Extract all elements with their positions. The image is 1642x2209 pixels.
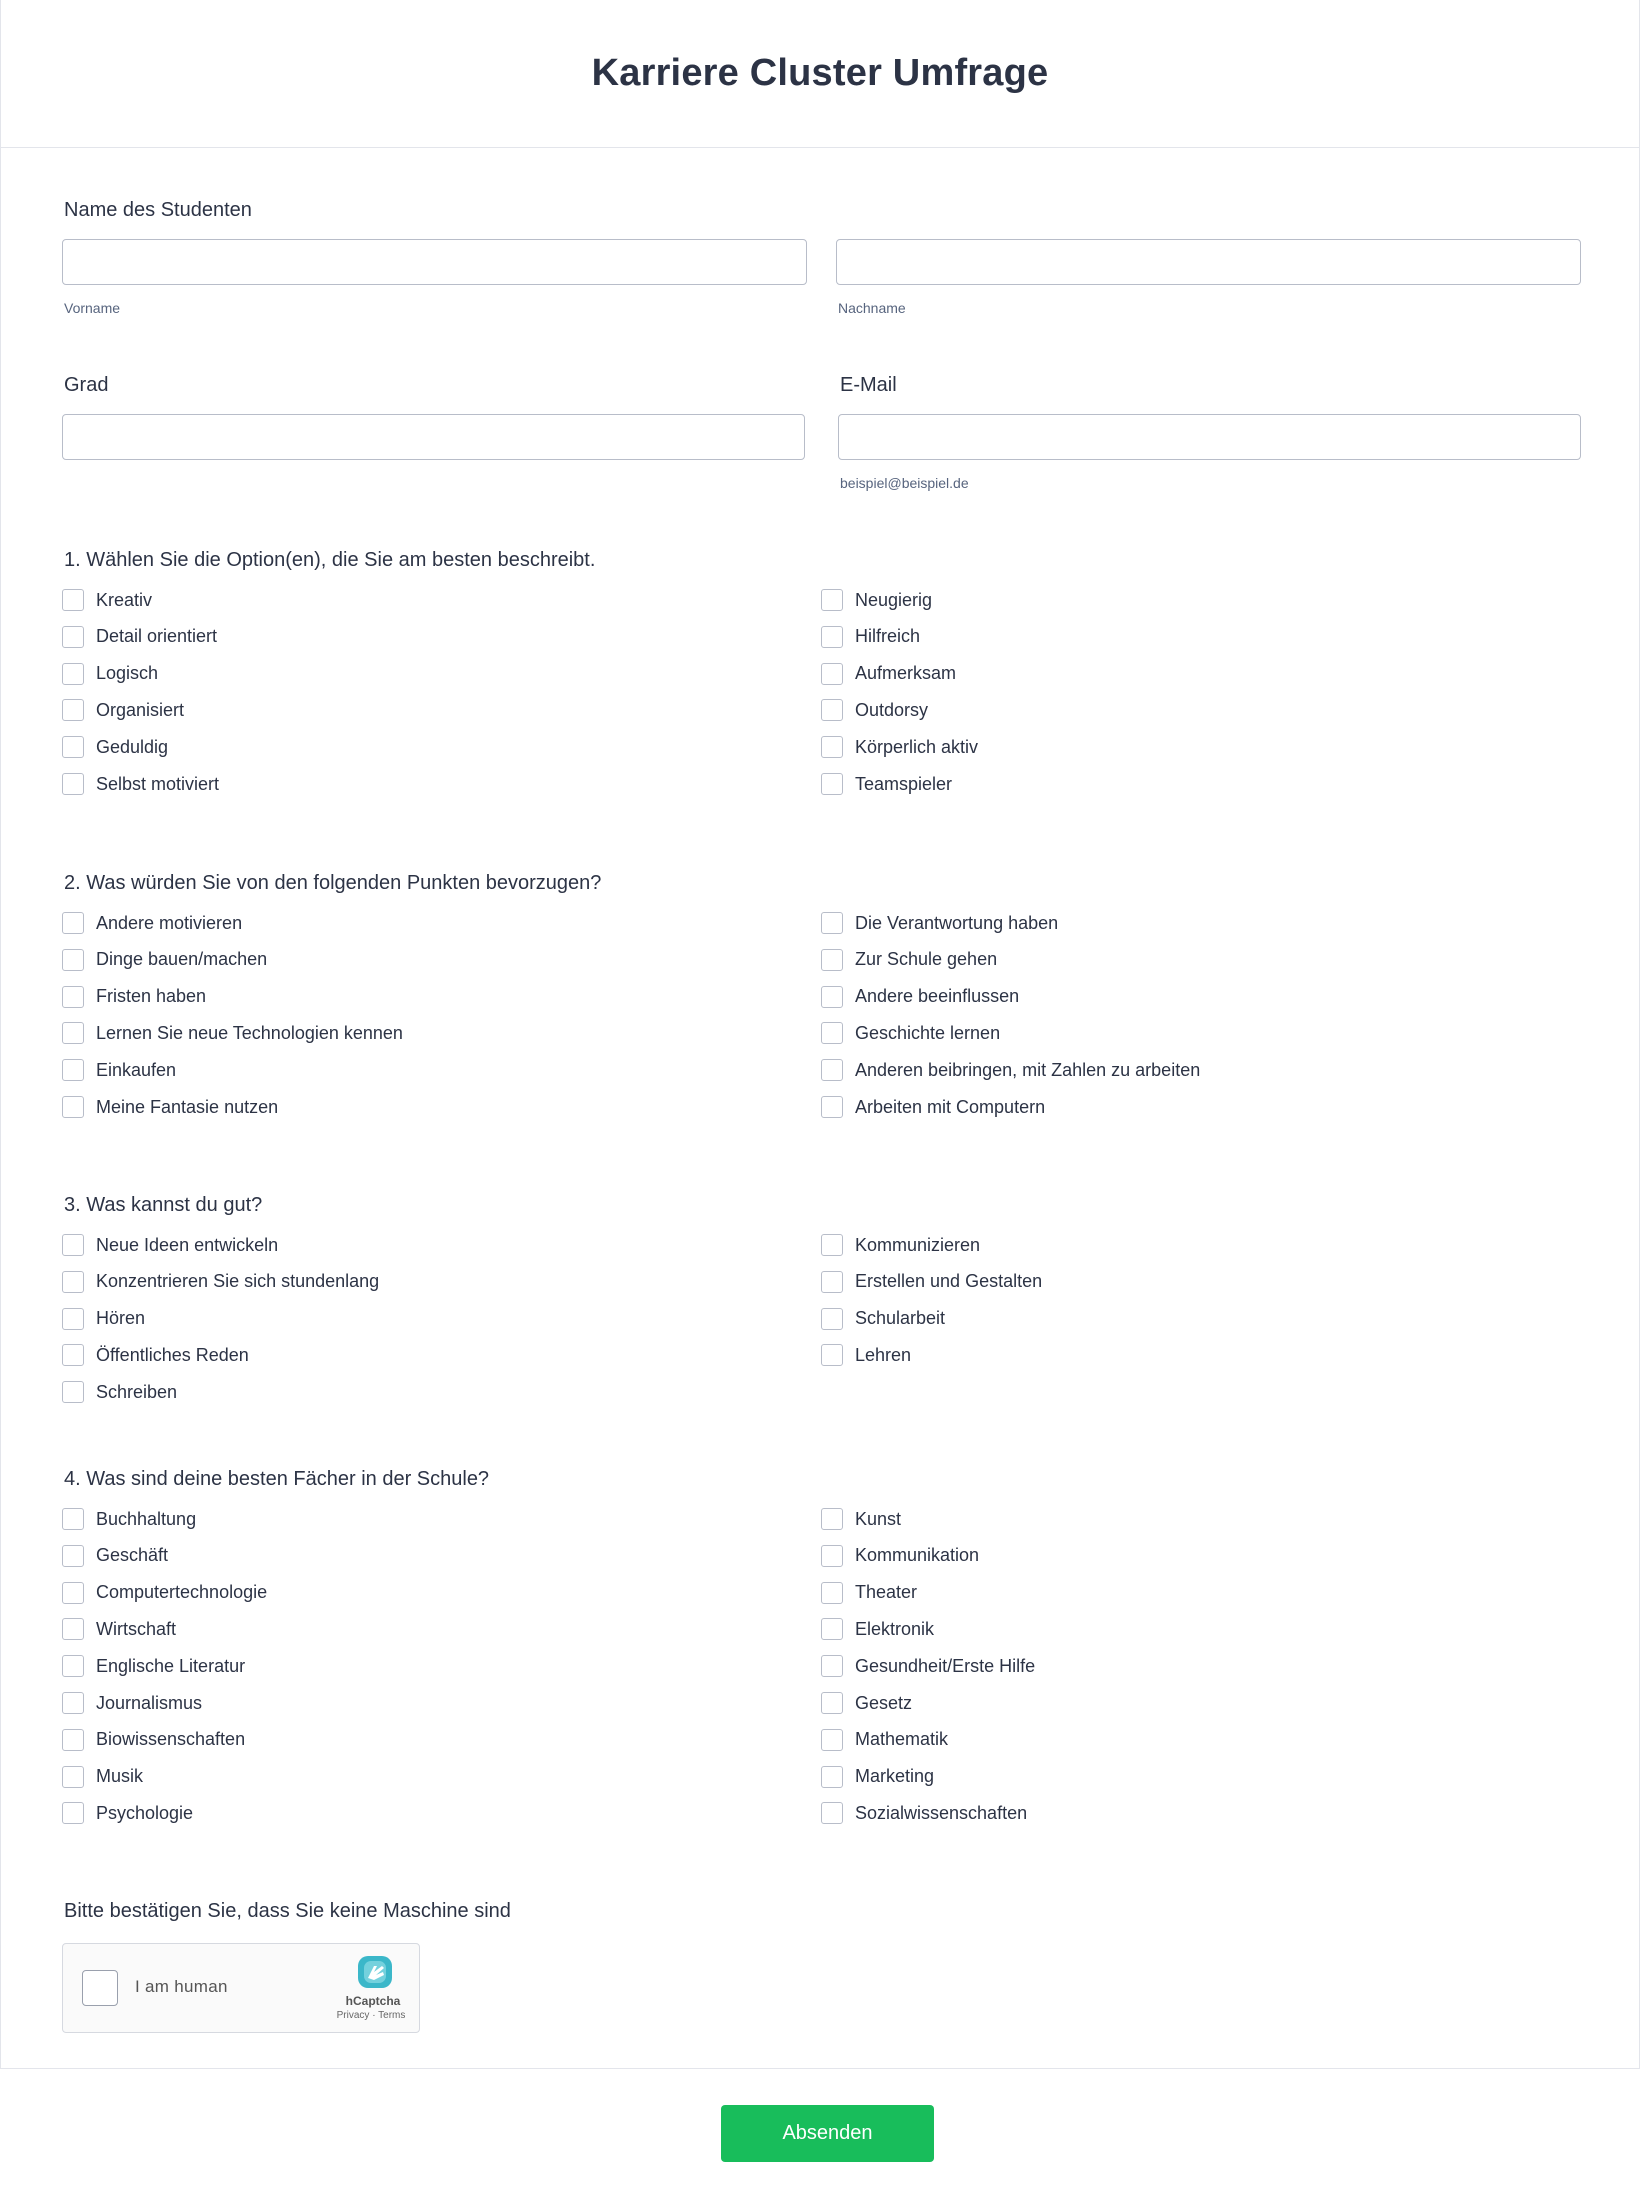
option-label: Gesundheit/Erste Hilfe	[855, 1655, 1036, 1676]
option-checkbox-item[interactable]	[821, 1616, 934, 1642]
option-checkbox-item[interactable]	[62, 947, 267, 973]
option-label: Sozialwissenschaften	[855, 1802, 1028, 1823]
option-checkbox-item[interactable]	[821, 771, 952, 797]
option-checkbox-item[interactable]	[821, 1057, 1200, 1083]
option-checkbox-item[interactable]	[62, 1506, 196, 1532]
option-label: Einkaufen	[96, 1059, 177, 1080]
checkbox[interactable]	[62, 1802, 84, 1824]
option-label: Meine Fantasie nutzen	[96, 1096, 279, 1117]
checkbox[interactable]	[62, 699, 84, 721]
checkbox[interactable]	[821, 1059, 843, 1081]
checkbox[interactable]	[821, 1096, 843, 1118]
option-checkbox-item[interactable]	[821, 947, 997, 973]
checkbox[interactable]	[62, 1381, 84, 1403]
option-checkbox-item[interactable]	[62, 1543, 168, 1569]
checkbox[interactable]	[821, 736, 843, 758]
option-checkbox-item[interactable]	[821, 1800, 1027, 1826]
option-checkbox-item[interactable]	[62, 1020, 403, 1046]
checkbox[interactable]	[821, 1234, 843, 1256]
option-checkbox-item[interactable]	[62, 661, 158, 687]
checkbox[interactable]	[62, 736, 84, 758]
question-3-title: 3. Was kannst du gut?	[64, 1194, 263, 1216]
option-label: Andere beeinflussen	[855, 986, 1020, 1007]
option-label: Körperlich aktiv	[855, 736, 979, 757]
hcaptcha-logo-icon	[354, 1952, 396, 1992]
checkbox[interactable]	[62, 1022, 84, 1044]
checkbox[interactable]	[62, 1729, 84, 1751]
checkbox[interactable]	[62, 1059, 84, 1081]
form-title: Karriere Cluster Umfrage	[591, 52, 1049, 94]
checkbox[interactable]	[62, 1692, 84, 1714]
option-label: Kommunizieren	[855, 1234, 981, 1255]
option-checkbox-item[interactable]	[821, 661, 956, 687]
option-label: Marketing	[855, 1766, 935, 1787]
option-label: Erstellen und Gestalten	[855, 1271, 1043, 1292]
checkbox[interactable]	[62, 1271, 84, 1293]
question-1-title: 1. Wählen Sie die Option(en), die Sie am besten beschreibt.	[64, 549, 596, 571]
option-checkbox-item[interactable]	[821, 1342, 911, 1368]
option-checkbox-item[interactable]	[821, 1306, 945, 1332]
checkbox[interactable]	[62, 1096, 84, 1118]
option-checkbox-item[interactable]	[62, 1616, 176, 1642]
checkbox[interactable]	[821, 1766, 843, 1788]
option-checkbox-item[interactable]	[62, 1727, 245, 1753]
option-checkbox-item[interactable]	[821, 1020, 1000, 1046]
checkbox[interactable]	[821, 1271, 843, 1293]
option-label: Selbst motiviert	[96, 773, 220, 794]
option-checkbox-item[interactable]	[821, 1727, 948, 1753]
option-checkbox-item[interactable]	[62, 1094, 278, 1120]
option-checkbox-item[interactable]	[62, 1690, 202, 1716]
option-label: Wirtschaft	[96, 1618, 177, 1639]
email-input[interactable]	[838, 414, 1581, 460]
option-label: Outdorsy	[855, 699, 929, 720]
option-label: Geschichte lernen	[855, 1022, 1001, 1043]
checkbox[interactable]	[821, 1508, 843, 1530]
checkbox[interactable]	[821, 1655, 843, 1677]
option-label: Hören	[96, 1308, 146, 1329]
captcha-checkbox-text: I am human	[135, 1977, 228, 1996]
option-checkbox-item[interactable]	[62, 1653, 245, 1679]
option-label: Öffentliches Reden	[96, 1344, 249, 1365]
checkbox[interactable]	[821, 626, 843, 648]
footer-divider	[0, 2068, 1640, 2069]
checkbox[interactable]	[62, 986, 84, 1008]
checkbox[interactable]	[821, 1729, 843, 1751]
last-name-sublabel: Nachname	[838, 300, 906, 316]
checkbox[interactable]	[62, 1618, 84, 1640]
checkbox[interactable]	[62, 663, 84, 685]
option-label: Kreativ	[96, 589, 153, 610]
option-label: Gesetz	[855, 1692, 913, 1713]
option-checkbox-item[interactable]	[821, 910, 1058, 936]
checkbox[interactable]	[821, 773, 843, 795]
checkbox[interactable]	[821, 1022, 843, 1044]
option-label: Konzentrieren Sie sich stundenlang	[96, 1271, 380, 1292]
email-sublabel: beispiel@beispiel.de	[840, 475, 969, 491]
option-label: Detail orientiert	[96, 626, 218, 647]
option-label: Teamspieler	[855, 773, 953, 794]
checkbox[interactable]	[62, 1766, 84, 1788]
name-label: Name des Studenten	[64, 199, 252, 221]
option-checkbox-item[interactable]	[821, 1690, 912, 1716]
checkbox[interactable]	[62, 912, 84, 934]
checkbox[interactable]	[821, 663, 843, 685]
option-label: Englische Literatur	[96, 1655, 246, 1676]
option-label: Elektronik	[855, 1618, 935, 1639]
option-label: Zur Schule gehen	[855, 949, 998, 970]
option-checkbox-item[interactable]	[62, 771, 219, 797]
option-label: Kommunikation	[855, 1545, 980, 1566]
checkbox[interactable]	[821, 986, 843, 1008]
option-label: Mathematik	[855, 1729, 949, 1750]
hcaptcha-links[interactable]: Privacy · Terms	[336, 2010, 406, 2021]
grade-label: Grad	[64, 374, 109, 396]
checkbox[interactable]	[62, 626, 84, 648]
option-checkbox-item[interactable]	[62, 1764, 143, 1790]
option-checkbox-item[interactable]	[62, 697, 184, 723]
option-label: Geschäft	[96, 1545, 169, 1566]
checkbox[interactable]	[62, 1308, 84, 1330]
question-2-title: 2. Was würden Sie von den folgenden Punkten bevorzugen?	[64, 872, 602, 894]
checkbox[interactable]	[821, 699, 843, 721]
checkbox[interactable]	[821, 1618, 843, 1640]
option-checkbox-item[interactable]	[62, 1306, 145, 1332]
checkbox[interactable]	[62, 1655, 84, 1677]
option-label: Dinge bauen/machen	[96, 949, 268, 970]
option-label: Journalismus	[96, 1692, 203, 1713]
option-checkbox-item[interactable]	[62, 1269, 379, 1295]
form-header	[0, 0, 1640, 148]
option-checkbox-item[interactable]	[821, 624, 920, 650]
option-label: Musik	[96, 1766, 144, 1787]
checkbox[interactable]	[821, 1344, 843, 1366]
option-checkbox-item[interactable]	[62, 624, 217, 650]
option-checkbox-item[interactable]	[821, 1764, 934, 1790]
option-label: Kunst	[855, 1508, 902, 1529]
checkbox[interactable]	[62, 1545, 84, 1567]
checkbox[interactable]	[821, 1802, 843, 1824]
option-checkbox-item[interactable]	[821, 1543, 979, 1569]
checkbox[interactable]	[62, 589, 84, 611]
checkbox[interactable]	[821, 1582, 843, 1604]
option-checkbox-item[interactable]	[62, 1580, 267, 1606]
checkbox[interactable]	[821, 949, 843, 971]
option-checkbox-item[interactable]	[62, 1379, 177, 1405]
hcaptcha-widget	[62, 1943, 420, 2033]
option-label: Die Verantwortung haben	[855, 912, 1059, 933]
option-label: Theater	[855, 1582, 918, 1603]
option-label: Neugierig	[855, 589, 933, 610]
checkbox[interactable]	[821, 1545, 843, 1567]
option-label: Arbeiten mit Computern	[855, 1096, 1046, 1117]
hcaptcha-brand: hCaptcha	[345, 1994, 401, 2008]
option-checkbox-item[interactable]	[821, 587, 932, 613]
checkbox[interactable]	[62, 1344, 84, 1366]
option-checkbox-item[interactable]	[821, 1653, 1035, 1679]
captcha-checkbox[interactable]	[82, 1970, 118, 2006]
checkbox[interactable]	[62, 1234, 84, 1256]
option-label: Biowissenschaften	[96, 1729, 246, 1750]
question-4-title: 4. Was sind deine besten Fächer in der Schule?	[64, 1468, 490, 1490]
checkbox[interactable]	[62, 773, 84, 795]
option-label: Andere motivieren	[96, 912, 243, 933]
option-checkbox-item[interactable]	[62, 1057, 176, 1083]
option-label: Neue Ideen entwickeln	[96, 1234, 279, 1255]
option-label: Geduldig	[96, 736, 169, 757]
option-checkbox-item[interactable]	[62, 587, 152, 613]
option-label: Lehren	[855, 1344, 912, 1365]
captcha-label: Bitte bestätigen Sie, dass Sie keine Maschine sind	[64, 1900, 511, 1922]
option-label: Hilfreich	[855, 626, 921, 647]
option-label: Schularbeit	[855, 1308, 946, 1329]
option-label: Anderen beibringen, mit Zahlen zu arbeiten	[855, 1059, 1201, 1080]
first-name-sublabel: Vorname	[64, 300, 121, 316]
option-checkbox-item[interactable]	[821, 1580, 917, 1606]
last-name-input[interactable]	[836, 239, 1581, 285]
checkbox[interactable]	[62, 1508, 84, 1530]
checkbox[interactable]	[821, 589, 843, 611]
option-label: Organisiert	[96, 699, 185, 720]
option-checkbox-item[interactable]	[62, 1342, 249, 1368]
option-checkbox-item[interactable]	[821, 1094, 1045, 1120]
option-checkbox-item[interactable]	[821, 734, 978, 760]
option-label: Psychologie	[96, 1802, 194, 1823]
option-checkbox-item[interactable]	[62, 734, 168, 760]
submit-button[interactable]: Absenden	[721, 2105, 934, 2162]
option-label: Fristen haben	[96, 986, 207, 1007]
option-checkbox-item[interactable]	[821, 1232, 980, 1258]
option-label: Logisch	[96, 663, 159, 684]
checkbox[interactable]	[821, 1692, 843, 1714]
option-label: Lernen Sie neue Technologien kennen	[96, 1022, 403, 1043]
option-label: Schreiben	[96, 1381, 178, 1402]
checkbox[interactable]	[62, 949, 84, 971]
option-label: Computertechnologie	[96, 1582, 268, 1603]
option-checkbox-item[interactable]	[821, 1269, 1042, 1295]
option-checkbox-item[interactable]	[62, 984, 206, 1010]
checkbox[interactable]	[62, 1582, 84, 1604]
checkbox[interactable]	[821, 1308, 843, 1330]
option-checkbox-item[interactable]	[62, 1800, 193, 1826]
option-checkbox-item[interactable]	[821, 697, 928, 723]
email-label: E-Mail	[840, 374, 897, 396]
option-checkbox-item[interactable]	[62, 1232, 278, 1258]
option-checkbox-item[interactable]	[821, 1506, 901, 1532]
grade-input[interactable]	[62, 414, 805, 460]
first-name-input[interactable]	[62, 239, 807, 285]
option-label: Aufmerksam	[855, 663, 957, 684]
option-label: Buchhaltung	[96, 1508, 197, 1529]
option-checkbox-item[interactable]	[62, 910, 242, 936]
option-checkbox-item[interactable]	[821, 984, 1019, 1010]
checkbox[interactable]	[821, 912, 843, 934]
